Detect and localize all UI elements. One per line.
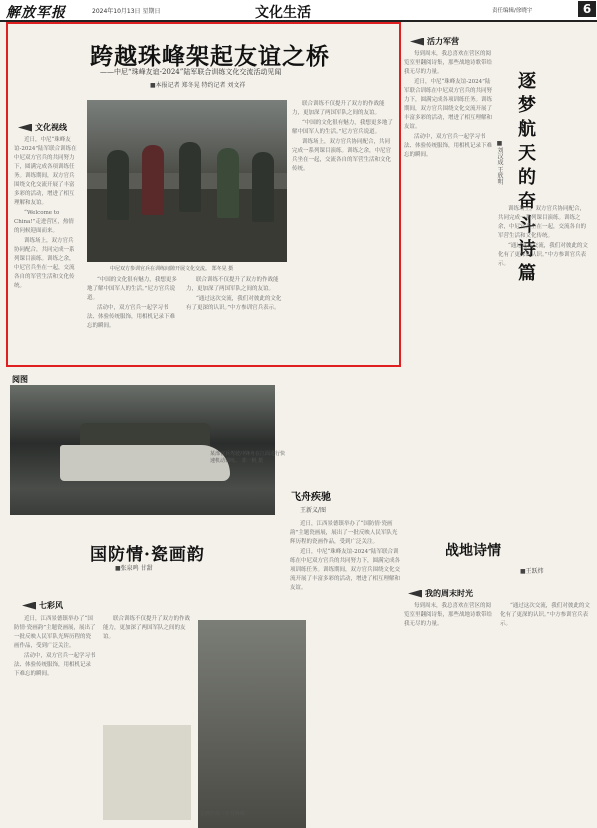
right-column-1 bbox=[404, 50, 494, 520]
paragraph: 近日，中尼“珠峰友谊-2024”陆军联合训练在中尼双方官兵的共同努力下，圆满完成各项训练任务。训练期间，双方官兵围绕文化交流开展了丰富多彩的活动，增进了相互理解和友谊。 bbox=[404, 79, 493, 130]
ink-article-byline: ■张泉鸣 甘甜 bbox=[115, 565, 153, 572]
paragraph: 训练场上，双方官兵协同配合，共同完成一系列课目演练。训练之余，中尼官兵坐在一起，交流各自的军营生活和文化传统。 bbox=[292, 139, 392, 172]
poem-column-1 bbox=[404, 602, 496, 820]
section-label-culture: 文化视线 bbox=[18, 122, 67, 133]
feature-photo-caption: 中尼双方参训官兵在训练间隙开展文化交流。 郑冬晃 摄 bbox=[110, 266, 234, 272]
paragraph: 联合训练不仅提升了双方的作战能力，更加深了两国军队之间的友谊。 bbox=[103, 616, 191, 640]
arrow-icon bbox=[22, 602, 36, 610]
paragraph: 活动中，双方官兵一起学习书法、体验传统服饰，用相机记录下难忘的瞬间。 bbox=[87, 305, 176, 329]
paragraph: 近日，中尼“珠峰友谊-2024”陆军联合训练在中尼双方官兵的共同努力下，圆满完成各项训练任务。训练期间，双方官兵围绕文化交流开展了丰富多彩的活动，增进了相互理解和友谊。 bbox=[14, 137, 77, 206]
feature-column-2 bbox=[87, 276, 179, 362]
section-label-image: 阅图 bbox=[12, 375, 28, 384]
newspaper-logo: 解放军报 bbox=[6, 5, 66, 21]
porcelain-painting-photo bbox=[198, 620, 306, 828]
right-feature-author: ■刘汉成 王欣明 bbox=[496, 140, 503, 185]
feature-byline: ■本报记者 郑冬晃 特约记者 刘文祥 bbox=[150, 82, 246, 89]
arrow-icon bbox=[18, 124, 32, 132]
ink-article-title: 国防情·瓷画韵 bbox=[90, 545, 205, 565]
paragraph: “通过这次交流，我们对彼此的文化有了更深的认识。”中方参训官兵表示。 bbox=[498, 243, 588, 267]
feature-subheadline: ——中尼“珠峰友谊-2024”陆军联合训练文化交流活动见闻 bbox=[100, 68, 282, 76]
feature-photo bbox=[87, 100, 287, 262]
feature-column-4 bbox=[292, 100, 395, 362]
paragraph: 训练场上，双方官兵协同配合，共同完成一系列课目演练。训练之余，中尼官兵坐在一起，交流各自的军营生活和文化传统。 bbox=[14, 238, 75, 289]
paragraph: “Welcome to China!”走进营区，热情的问候迎面而来。 bbox=[14, 210, 74, 234]
arrow-icon bbox=[410, 38, 424, 46]
paragraph: 近日，中尼“珠峰友谊-2024”陆军联合训练在中尼双方官兵的共同努力下，圆满完成各项训练任务。训练期间，双方官兵围绕文化交流开展了丰富多彩的活动，增进了相互理解和友谊。 bbox=[290, 549, 400, 591]
date-line: 2024年10月13日 星期日 bbox=[92, 8, 161, 15]
section-label-barracks: 活力军营 bbox=[410, 36, 459, 47]
feature-headline: 跨越珠峰架起友谊之桥 bbox=[90, 43, 330, 70]
paragraph: 活动中，双方官兵一起学习书法、体验传统服饰，用相机记录下难忘的瞬间。 bbox=[14, 653, 96, 677]
poem-section-title: 战地诗情 bbox=[445, 543, 501, 559]
ink-column-1 bbox=[14, 615, 96, 820]
porcelain-artwork-photo bbox=[103, 725, 191, 820]
paragraph: 近日，江西景德镇举办了“国防情·瓷画韵”主题瓷画展，展出了一批反映人民军队光辉历程的瓷画作品，受到广泛关注。 bbox=[290, 521, 398, 545]
paragraph: 训练场上，双方官兵协同配合，共同完成一系列课目演练。训练之余，中尼官兵坐在一起，交流各自的军营生活和文化传统。 bbox=[498, 206, 587, 239]
editor-line: 责任编辑/徐晓宇 bbox=[492, 8, 533, 14]
paragraph: 联合训练不仅提升了双方的作战能力，更加深了两国军队之间的友谊。 bbox=[186, 277, 279, 292]
right-column-2 bbox=[498, 205, 590, 530]
ink-caption: 瓷画作品《岁月峥嵘》 bbox=[200, 811, 251, 817]
middle-column bbox=[290, 520, 400, 820]
feature-column-1 bbox=[14, 136, 77, 361]
arrow-icon bbox=[408, 590, 422, 598]
paragraph: “通过这次交流，我们对彼此的文化有了更深的认识。”中方参训官兵表示。 bbox=[500, 603, 590, 627]
section-title: 文化生活 bbox=[255, 5, 311, 21]
paragraph: 每到周末，我总喜欢在营区的阅览室里翻阅诗集，那些战地诗歌带给我无尽的力量。 bbox=[404, 603, 493, 627]
poem-author: ■王跃炜 bbox=[520, 568, 544, 575]
speedboat-caption: 某部官兵驾驶冲锋舟在江面进行快速机动训练。 郭一帆 摄 bbox=[210, 451, 286, 464]
feature-column-3 bbox=[186, 276, 282, 362]
paragraph: “中国的文化很有魅力，我想更多地了解中国军人的生活。”尼方官兵说道。 bbox=[87, 277, 177, 301]
section-label-colorful: 七彩风 bbox=[22, 600, 63, 611]
poem-column-2 bbox=[500, 602, 590, 820]
paragraph: 近日，江西景德镇举办了“国防情·瓷画韵”主题瓷画展，展出了一批反映人民军队光辉历程的瓷画作品，受到广泛关注。 bbox=[14, 616, 96, 649]
right-feature-title: 逐梦航天的奋斗诗篇 bbox=[518, 71, 536, 284]
ink-column-2 bbox=[103, 615, 191, 720]
section-label-weekend: 我的周末时光 bbox=[408, 588, 473, 599]
paragraph: “中国的文化很有魅力，我想更多地了解中国军人的生活。”尼方官兵说道。 bbox=[292, 120, 393, 135]
page-number: 6 bbox=[578, 1, 596, 17]
paragraph: 联合训练不仅提升了双方的作战能力，更加深了两国军队之间的友谊。 bbox=[292, 101, 385, 116]
paragraph: “通过这次交流，我们对彼此的文化有了更深的认识。”中方参训官兵表示。 bbox=[186, 296, 282, 311]
paragraph: 每到周末，我总喜欢在营区的阅览室里翻阅诗集，那些战地诗歌带给我无尽的力量。 bbox=[404, 51, 493, 75]
middle-title: 飞舟疾驰 bbox=[291, 492, 331, 503]
middle-author: 王新义/图 bbox=[300, 507, 327, 514]
paragraph: 活动中，双方官兵一起学习书法、体验传统服饰，用相机记录下难忘的瞬间。 bbox=[404, 134, 493, 158]
